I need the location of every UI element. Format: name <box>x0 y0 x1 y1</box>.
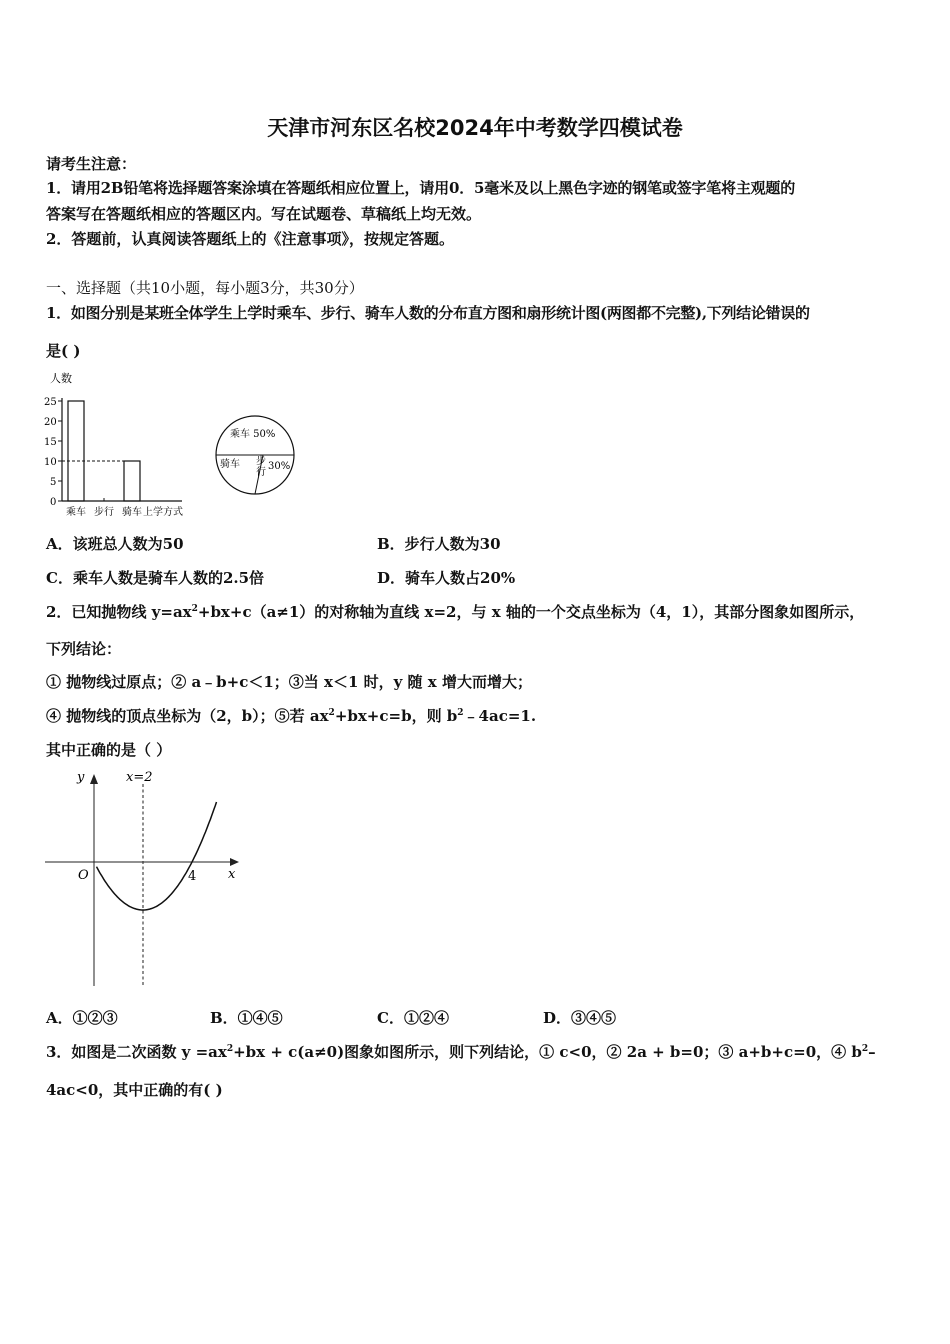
q1-option-c: C．乘车人数是骑车人数的2.5倍 <box>46 569 265 587</box>
q2-conclusions-2: ④ 抛物线的顶点坐标为（2，b）；⑤若 $ax^2+bx+c=b$，则 $b^2﹣4ac=1$. <box>46 707 537 725</box>
q2-option-c: C．①②④ <box>377 1009 449 1027</box>
q1-option-d: D．骑车人数占20% <box>377 569 516 587</box>
q2-conclusions-1: ① 抛物线过原点；② a﹣b+c＜1；③当 x＜1 时，y 随 x 增大而增大； <box>46 673 532 691</box>
pie-label-walk: 步 <box>256 456 266 467</box>
bar-ylabel: 人数 <box>50 372 72 385</box>
q2-option-a: A．①②③ <box>46 1009 118 1027</box>
bar-y-tick-label: 0 <box>50 497 57 508</box>
bar-y-tick-label: 10 <box>44 457 57 468</box>
x-axis-label: x <box>228 867 236 882</box>
bar-y-tick-label: 25 <box>44 397 57 408</box>
q1-stem-a: 1．如图分别是某班全体学生上学时乘车、步行、骑车人数的分布直方图和扇形统计图(两图都不完整),下列结论错误的 <box>46 304 810 322</box>
q2-parabola-graph <box>42 766 242 991</box>
q1-pie-chart <box>212 414 302 496</box>
pie-label-walk: 行 <box>256 467 266 478</box>
pie-label-bus: 乘车 50% <box>230 429 276 440</box>
q1-bar-chart <box>42 368 202 520</box>
bar-xlabel: 上学方式 <box>143 507 183 518</box>
bar-y-tick-label: 20 <box>44 417 57 428</box>
bar-category-label: 乘车 <box>66 507 86 518</box>
y-axis-label: y <box>77 770 85 785</box>
x-axis-arrow <box>230 858 239 866</box>
bar-0 <box>68 401 84 501</box>
q1-option-b: B．步行人数为30 <box>377 535 501 553</box>
x-tick-4: 4 <box>188 869 197 884</box>
page-title: 天津市河东区名校2024年中考数学四模试卷 <box>267 116 683 140</box>
pie-label-walk-pct: 30% <box>268 461 291 472</box>
q2-stem-b: 下列结论： <box>46 640 122 658</box>
origin-label: O <box>78 868 89 883</box>
q2-stem-a: 2．已知抛物线 $y=ax^2+bx+c(a\ne 1)$的对称轴为直线 x=2，与 x 轴的一个交点坐标为（4，1），其部分图象如图所示， <box>46 603 865 621</box>
q2-option-d: D．③④⑤ <box>543 1009 617 1027</box>
q1-option-a: A．该班总人数为50 <box>46 535 184 553</box>
section-heading: 一、选择题（共10小题，每小题3分，共30分） <box>46 279 364 297</box>
q2-option-b: B．①④⑤ <box>210 1009 283 1027</box>
q3-stem-a: 3．如图是二次函数 $y =ax^2+bx + c(a\ne 0)$图象如图所示，则下列结论，① c<0，② 2a + b=0；③ a+b+c=0，④ $b^2-$ <box>46 1043 876 1061</box>
bar-2 <box>124 461 140 501</box>
bar-y-tick-label: 5 <box>50 477 57 488</box>
parabola-curve <box>97 802 217 910</box>
q3-stem-b: 4ac<0，其中正确的有( ) <box>46 1081 223 1099</box>
y-axis-arrow <box>90 774 98 784</box>
notice-line-2: 2．答题前，认真阅读答题纸上的《注意事项》，按规定答题。 <box>46 230 454 248</box>
notice-line-1b: 答案写在答题纸相应的答题区内。写在试题卷、草稿纸上均无效。 <box>46 205 482 223</box>
bar-y-tick-label: 15 <box>44 437 57 448</box>
notice-line-1a: 1．请用2B铅笔将选择题答案涂填在答题纸相应位置上，请用0．5毫米及以上黑色字迹的钢笔或签字笔将主观题的 <box>46 179 796 197</box>
q1-stem-b: 是( ) <box>46 342 81 360</box>
q2-ask: 其中正确的是（ ） <box>46 741 172 759</box>
notice-heading: 请考生注意： <box>46 155 137 173</box>
pie-label-bike: 骑车 <box>220 459 240 470</box>
bar-category-label: 骑车 <box>122 507 142 518</box>
bar-category-label: 步行 <box>94 507 114 518</box>
symmetry-axis-label: x=2 <box>126 770 153 785</box>
